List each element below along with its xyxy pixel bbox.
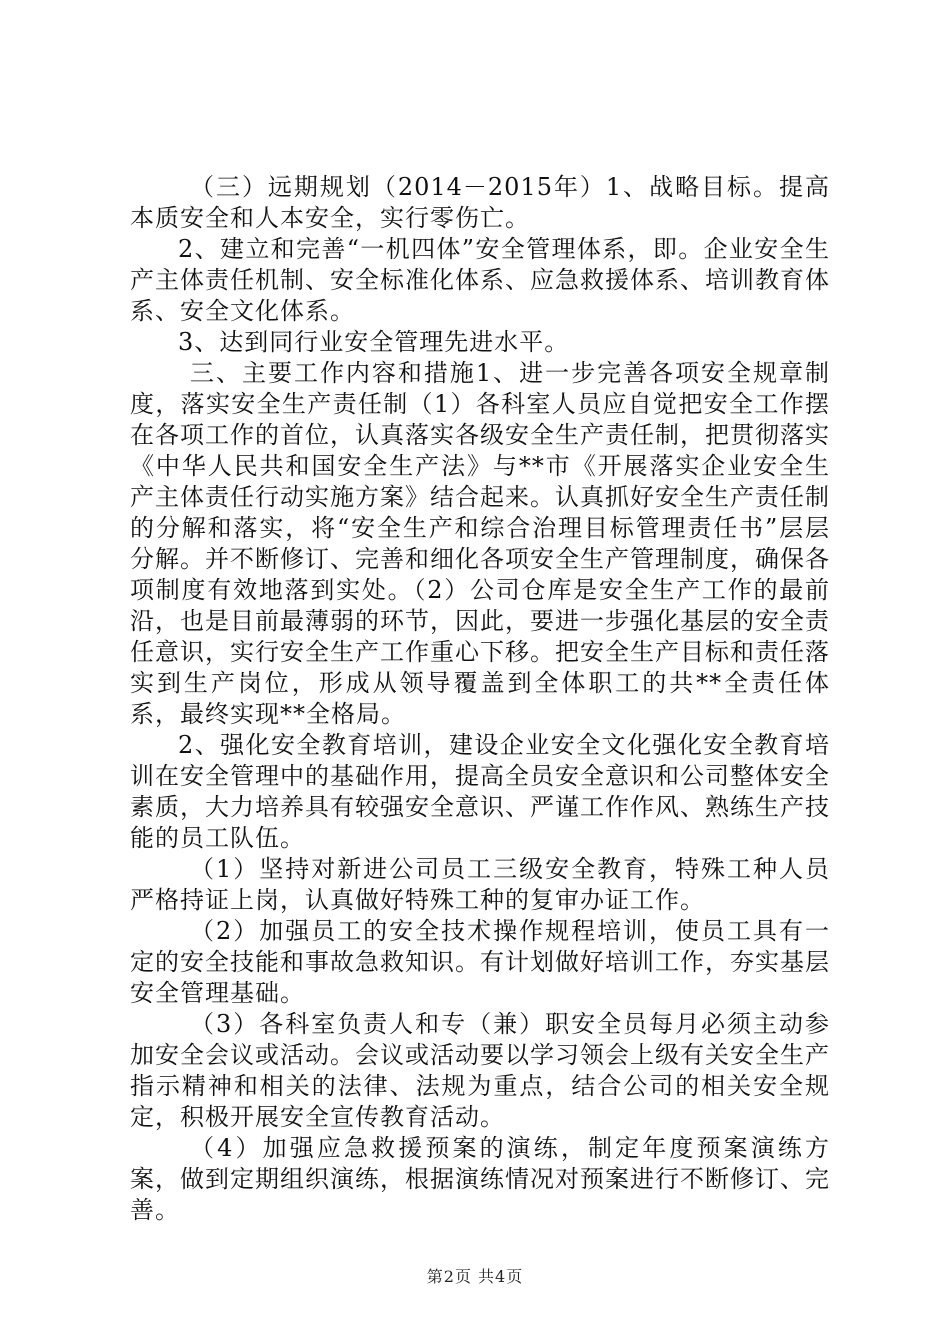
paragraph-item-1: （1）坚持对新进公司员工三级安全教育，特殊工种人员严格持证上岗，认真做好特殊工种的复审办证工作。 xyxy=(130,855,830,914)
page-number-footer: 第2页 共4页 xyxy=(426,1267,524,1286)
paragraph-management-system: 2、建立和完善“一机四体”安全管理体系，即。企业安全生产主体责任机制、安全标准化体系、应急救援体系、培训教育体系、安全文化体系。 xyxy=(130,235,830,325)
paragraph-item-4: （4）加强应急救援预案的演练，制定年度预案演练方案，做到定期组织演练，根据演练情况对预案进行不断修订、完善。 xyxy=(130,1134,830,1224)
document-body xyxy=(130,172,830,1226)
paragraph-education-training: 2、强化安全教育培训，建设企业安全文化强化安全教育培训在安全管理中的基础作用，提高全员安全意识和公司整体安全素质，大力培养具有较强安全意识、严谨工作作风、熟练生产技能的员工队伍。 xyxy=(130,731,830,852)
paragraph-main-work: 三、主要工作内容和措施1、进一步完善各项安全规章制度，落实安全生产责任制（1）各科室人员应自觉把安全工作摆在各项工作的首位，认真落实各级安全生产责任制，把贯彻落实《中华人民共和国安全生产法》与**市《开展落实企业安全生产主体责任行动实施方案》结合起来。认真抓好安全生产责任制的分解和落实，将“安全生产和综合治理目标管理责任书”层层分解。并不断修订、完善和细化各项安全生产管理制度，确保各项制度有效地落到实处。（2）公司仓库是安全生产工作的最前沿，也是目前最薄弱的环节，因此，要进一步强化基层的安全责任意识，实行安全生产工作重心下移。把安全生产目标和责任落实到生产岗位，形成从领导覆盖到全体职工的共**全责任体系，最终实现**全格局。 xyxy=(130,359,830,728)
paragraph-advanced-level: 3、达到同行业安全管理先进水平。 xyxy=(178,328,570,356)
paragraph-long-term-plan: （三）远期规划（2014－2015年）1、战略目标。提高本质安全和人本安全，实行零伤亡。 xyxy=(130,173,830,232)
paragraph-item-2: （2）加强员工的安全技术操作规程培训，使员工具有一定的安全技能和事故急救知识。有计划做好培训工作，夯实基层安全管理基础。 xyxy=(130,917,830,1007)
paragraph-item-3: （3）各科室负责人和专（兼）职安全员每月必须主动参加安全会议或活动。会议或活动要以学习领会上级有关安全生产指示精神和相关的法律、法规为重点，结合公司的相关安全规定，积极开展安全宣传教育活动。 xyxy=(130,1010,830,1131)
